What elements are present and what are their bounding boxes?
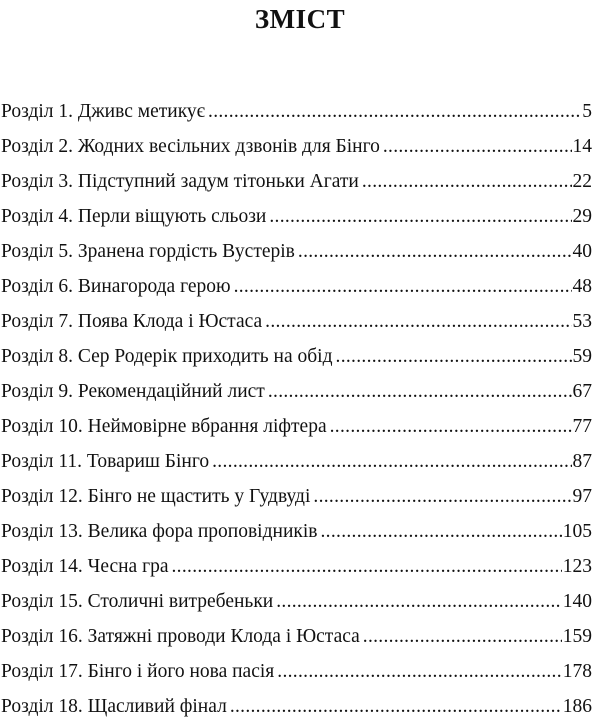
toc-entry-label: Розділ 13. Велика фора проповідників bbox=[1, 521, 318, 542]
toc-entry-label: Розділ 1. Дживс метикує bbox=[1, 101, 206, 122]
dot-leader bbox=[230, 689, 562, 724]
toc-entry-page: 77 bbox=[572, 416, 592, 437]
dot-leader bbox=[336, 339, 572, 374]
dot-leader bbox=[269, 199, 571, 234]
toc-entry-page: 59 bbox=[572, 346, 592, 367]
toc-entry-page: 105 bbox=[562, 521, 592, 542]
toc-entry-label: Розділ 7. Поява Клода і Юстаса bbox=[1, 311, 263, 332]
toc-entry-label: Розділ 9. Рекомендаційний лист bbox=[1, 381, 265, 402]
dot-leader bbox=[208, 94, 581, 129]
dot-leader bbox=[298, 234, 572, 269]
dot-leader bbox=[330, 409, 572, 444]
dot-leader bbox=[276, 584, 562, 619]
toc-entry bbox=[1, 269, 592, 304]
toc-entry bbox=[1, 444, 592, 479]
toc-entry-page: 178 bbox=[562, 661, 592, 682]
toc-entry-page: 67 bbox=[572, 381, 592, 402]
toc-entry-label: Розділ 15. Столичні витребеньки bbox=[1, 591, 274, 612]
toc-entry bbox=[1, 94, 592, 129]
toc-entry-page: 123 bbox=[562, 556, 592, 577]
toc-entry bbox=[1, 164, 592, 199]
toc-entry bbox=[1, 654, 592, 689]
toc-entry-page: 140 bbox=[562, 591, 592, 612]
table-of-contents bbox=[1, 94, 592, 724]
dot-leader bbox=[172, 549, 562, 584]
toc-entry-page: 14 bbox=[572, 136, 592, 157]
toc-entry-label: Розділ 18. Щасливий фінал bbox=[1, 696, 227, 717]
toc-entry-page: 5 bbox=[582, 101, 592, 122]
toc-entry-label: Розділ 6. Винагорода герою bbox=[1, 276, 231, 297]
toc-entry-label: Розділ 4. Перли віщують сльози bbox=[1, 206, 267, 227]
toc-entry bbox=[1, 514, 592, 549]
toc-entry-page: 159 bbox=[562, 626, 592, 647]
toc-entry-page: 22 bbox=[572, 171, 592, 192]
dot-leader bbox=[268, 374, 572, 409]
toc-entry-label: Розділ 16. Затяжні проводи Клода і Юстаса bbox=[1, 626, 360, 647]
toc-entry bbox=[1, 374, 592, 409]
toc-entry-label: Розділ 5. Зранена гордість Вустерів bbox=[1, 241, 295, 262]
toc-entry-label: Розділ 8. Сер Родерік приходить на обід bbox=[1, 346, 333, 367]
toc-entry-label: Розділ 11. Товариш Бінго bbox=[1, 451, 210, 472]
toc-entry bbox=[1, 619, 592, 654]
toc-entry bbox=[1, 234, 592, 269]
toc-entry bbox=[1, 479, 592, 514]
toc-entry-label: Розділ 10. Неймовірне вбрання ліфтера bbox=[1, 416, 327, 437]
dot-leader bbox=[313, 479, 571, 514]
toc-entry bbox=[1, 689, 592, 724]
dot-leader bbox=[277, 654, 561, 689]
toc-entry bbox=[1, 409, 592, 444]
dot-leader bbox=[212, 444, 571, 479]
toc-entry-label: Розділ 17. Бінго і його нова пасія bbox=[1, 661, 275, 682]
dot-leader bbox=[234, 269, 572, 304]
toc-entry-label: Розділ 14. Чесна гра bbox=[1, 556, 169, 577]
dot-leader bbox=[363, 619, 562, 654]
toc-entry bbox=[1, 339, 592, 374]
dot-leader bbox=[362, 164, 572, 199]
dot-leader bbox=[383, 129, 572, 164]
toc-entry-page: 29 bbox=[572, 206, 592, 227]
toc-entry bbox=[1, 129, 592, 164]
toc-entry-page: 186 bbox=[562, 696, 592, 717]
dot-leader bbox=[265, 304, 571, 339]
toc-entry-page: 53 bbox=[572, 311, 592, 332]
toc-entry bbox=[1, 304, 592, 339]
toc-entry-page: 48 bbox=[572, 276, 592, 297]
toc-entry-label: Розділ 2. Жодних весільних дзвонів для Бінго bbox=[1, 136, 380, 157]
toc-entry bbox=[1, 199, 592, 234]
toc-entry bbox=[1, 584, 592, 619]
toc-entry-label: Розділ 3. Підступний задум тітоньки Агати bbox=[1, 171, 359, 192]
toc-entry-page: 87 bbox=[572, 451, 592, 472]
toc-entry-label: Розділ 12. Бінго не щастить у Гудвуді bbox=[1, 486, 311, 507]
page-title: ЗМІСТ bbox=[254, 4, 346, 34]
toc-entry-page: 40 bbox=[572, 241, 592, 262]
toc-entry-page: 97 bbox=[572, 486, 592, 507]
dot-leader bbox=[321, 514, 562, 549]
toc-entry bbox=[1, 549, 592, 584]
